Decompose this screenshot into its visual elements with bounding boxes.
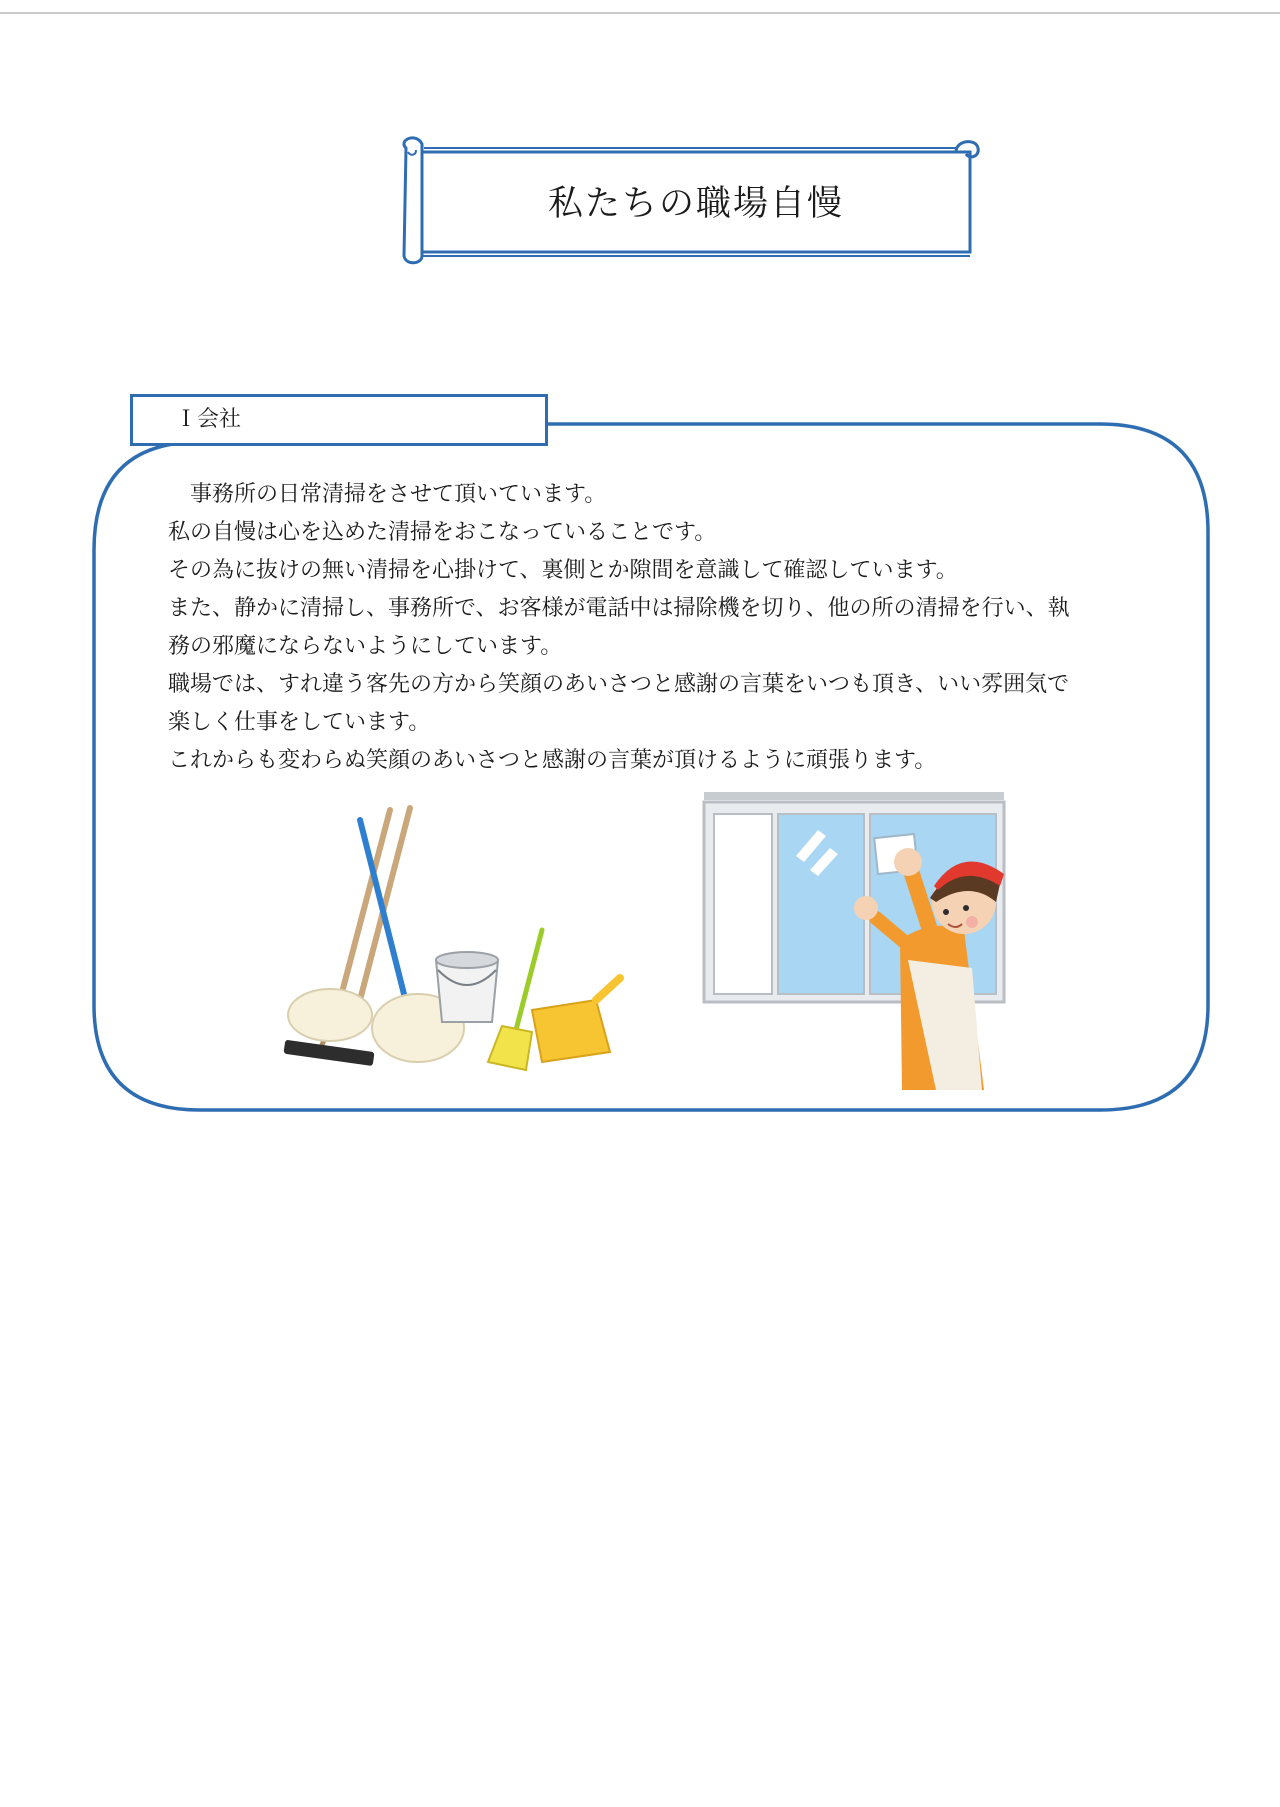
description-line: 私の自慢は心を込めた清掃をおこなっていることです。 bbox=[168, 520, 717, 545]
title-banner bbox=[396, 130, 986, 270]
description-line: 職場では、すれ違う客先の方から笑顔のあいさつと感謝の言葉をいつも頂き、いい雰囲気で bbox=[168, 672, 1070, 697]
page-title: 私たちの職場自慢 bbox=[547, 184, 844, 224]
description-line: 務の邪魔にならないようにしています。 bbox=[168, 634, 563, 659]
window-cleaning-worker-illustration bbox=[700, 790, 1030, 1090]
description-line: また、静かに清掃し、事務所で、お客様が電話中は掃除機を切り、他の所の清掃を行い、執 bbox=[168, 596, 1070, 621]
company-description bbox=[168, 476, 1158, 780]
description-line: これからも変わらぬ笑顔のあいさつと感謝の言葉が頂けるように頑張ります。 bbox=[168, 748, 937, 773]
company-name: Ｉ会社 bbox=[175, 407, 242, 432]
description-line: 事務所の日常清掃をさせて頂いています。 bbox=[168, 482, 607, 507]
scan-border-line bbox=[0, 12, 1280, 14]
description-line: 楽しく仕事をしています。 bbox=[168, 710, 431, 735]
cleaning-tools-illustration bbox=[280, 800, 640, 1090]
description-line: その為に抜けの無い清掃を心掛けて、裏側とか隙間を意識して確認しています。 bbox=[168, 558, 958, 583]
company-name-tab bbox=[130, 394, 548, 446]
